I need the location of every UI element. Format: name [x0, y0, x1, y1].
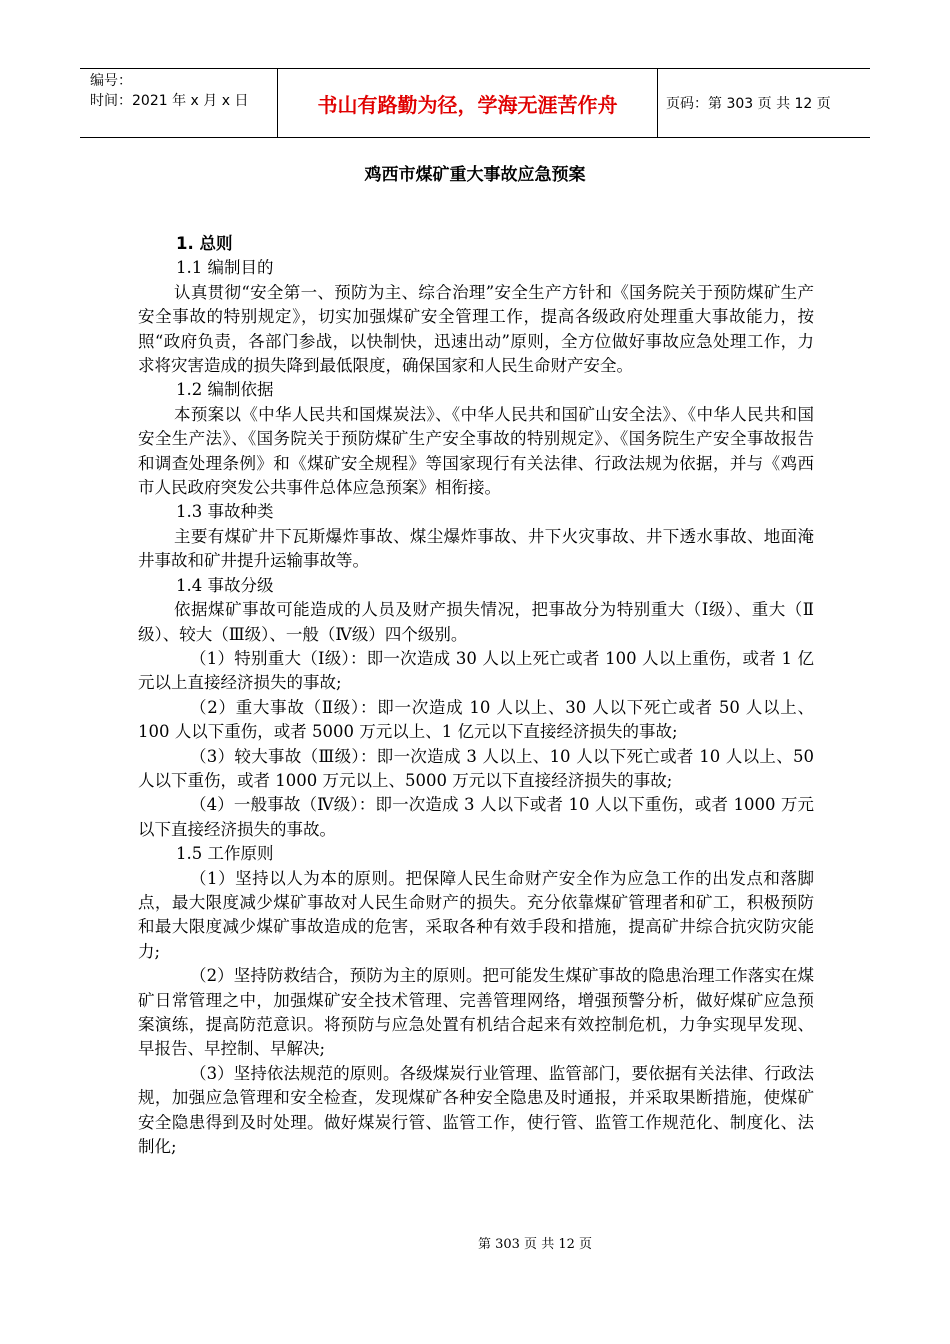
paragraph: （2）坚持防救结合，预防为主的原则。把可能发生煤矿事故的隐患治理工作落实在煤矿日常管理之中，加强煤矿安全技术管理、完善管理网络，增强预警分析，做好煤矿应急预案演练，提高防范意识。将预防与应急处置有机结合起来有效控制危机，力争实现早发现、早报告、早控制、早解决;: [138, 966, 814, 1059]
subsection-heading: 1.5 工作原则: [176, 844, 274, 864]
header-info-cell: [80, 69, 278, 137]
paragraph: 主要有煤矿井下瓦斯爆炸事故、煤尘爆炸事故、井下火灾事故、井下透水事故、地面淹井事故和矿井提升运输事故等。: [138, 526, 814, 571]
section-heading: 1. 总则: [176, 234, 233, 253]
subsection-heading: 1.2 编制依据: [176, 380, 274, 400]
paragraph: （2）重大事故（Ⅱ级）：即一次造成 10 人以上、30 人以下死亡或者 50 人以上、100 人以下重伤，或者 5000 万元以上、1 亿元以下直接经济损失的事故;: [138, 697, 814, 742]
document-body: [138, 232, 814, 1159]
code-label: 编号：: [90, 73, 132, 89]
header-page-label: 页码：第 303 页 共 12 页: [666, 96, 831, 112]
paragraph: （1）特别重大（Ⅰ级）：即一次造成 30 人以上死亡或者 100 人以上重伤，或者 1 亿元以上直接经济损失的事故;: [138, 648, 814, 693]
subsection-heading: 1.3 事故种类: [176, 502, 274, 522]
header-slogan: 书山有路勤为径，学海无涯苦作舟: [278, 69, 658, 137]
document-title: 鸡西市煤矿重大事故应急预案: [364, 165, 586, 185]
subsection-heading: 1.4 事故分级: [176, 575, 274, 595]
paragraph: （3）坚持依法规范的原则。各级煤炭行业管理、监管部门，要依据有关法律、行政法规，加强应急管理和安全检查，发现煤矿各种安全隐患及时通报，并采取果断措施，使煤矿安全隐患得到及时处理。做好煤炭行管、监管工作，使行管、监管工作规范化、制度化、法制化;: [138, 1063, 814, 1157]
paragraph: （1）坚持以人为本的原则。把保障人民生命财产安全作为应急工作的出发点和落脚点，最大限度减少煤矿事故对人民生命财产的损失。充分依靠煤矿管理者和矿工，积极预防和最大限度减少煤矿事故造成的危害，采取各种有效手段和措施，提高矿井综合抗灾防灾能力;: [138, 868, 814, 961]
date-label: 时间：2021 年 x 月 x 日: [90, 93, 249, 109]
subsection-heading: 1.1 编制目的: [176, 258, 274, 278]
paragraph: 依据煤矿事故可能造成的人员及财产损失情况，把事故分为特别重大（Ⅰ级）、重大（Ⅱ级）、较大（Ⅲ级）、一般（Ⅳ级）四个级别。: [138, 600, 814, 644]
paragraph: （4）一般事故（Ⅳ级）：即一次造成 3 人以下或者 10 人以下重伤，或者 1000 万元以下直接经济损失的事故。: [138, 795, 814, 839]
paragraph: 本预案以《中华人民共和国煤炭法》、《中华人民共和国矿山安全法》、《中华人民共和国安全生产法》、《国务院关于预防煤矿生产安全事故的特别规定》、《国务院生产安全事故报告和调查处理条例》和《煤矿安全规程》等国家现行有关法律、行政法规为依据，并与《鸡西市人民政府突发公共事件总体应急预案》相衔接。: [138, 404, 814, 498]
header-table: [80, 68, 870, 138]
paragraph: （3）较大事故（Ⅲ级）：即一次造成 3 人以上、10 人以下死亡或者 10 人以上、50 人以下重伤，或者 1000 万元以上、5000 万元以下直接经济损失的事故;: [138, 746, 814, 790]
paragraph: 认真贯彻“安全第一、预防为主、综合治理”安全生产方针和《国务院关于预防煤矿生产安全事故的特别规定》，切实加强煤矿安全管理工作，提高各级政府处理重大事故能力，按照“政府负责，各部门参战，以快制快，迅速出动”原则，全方位做好事故应急处理工作，力求将灾害造成的损失降到最低限度，确保国家和人民生命财产安全。: [138, 282, 814, 376]
page-footer: 第 303 页 共 12 页: [477, 1237, 593, 1252]
